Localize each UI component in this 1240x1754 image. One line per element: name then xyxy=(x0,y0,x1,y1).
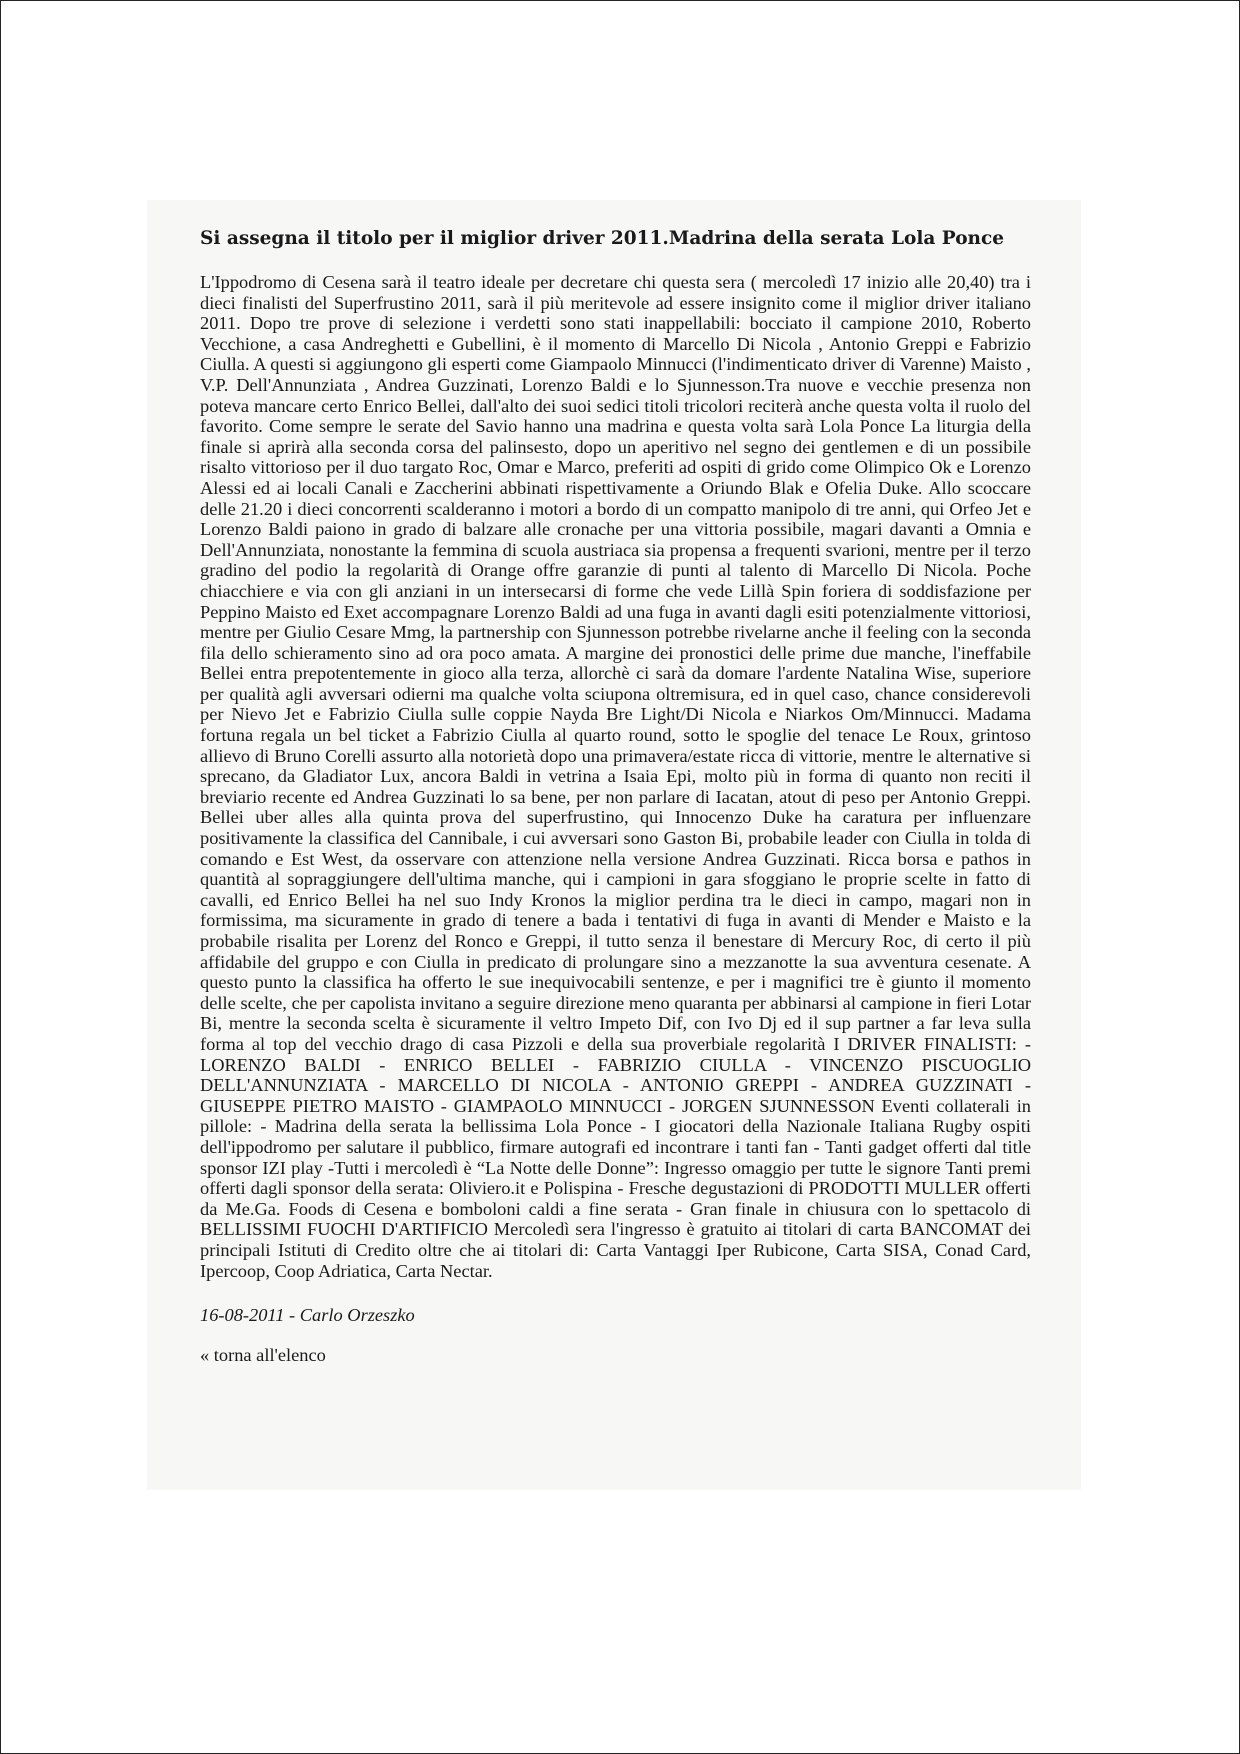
article-date-author: 16-08-2011 - Carlo Orzeszko xyxy=(200,1305,415,1326)
back-to-list-link[interactable]: « torna all'elenco xyxy=(200,1345,326,1366)
article-body: L'Ippodromo di Cesena sarà il teatro ideale per decretare chi questa sera ( mercoledì 17 inizio alle 20,40) tra i dieci finalisti del Superfrustino 2011, sarà il più meritevole ad essere insignito come il miglior driver italiano 2011. Dopo tre prove di selezione i verdetti sono stati inappellabili: bocciato il campione 2010, Roberto Vecchione, a casa Andreghetti e Gubellini, è il momento di Marcello Di Nicola , Antonio Greppi e Fabrizio Ciulla. A questi si aggiungono gli esperti come Giampaolo Minnucci (l'indimenticato driver di Varenne) Maisto , V.P. Dell'Annunziata , Andrea Guzzinati, Lorenzo Baldi e lo Sjunnesson.Tra nuove e vecchie presenza non poteva mancare certo Enrico Bellei, dall'alto dei suoi sedici titoli tricolori reciterà anche questa volta il ruolo del favorito. Come sempre le serate del Savio hanno una madrina e questa volta sarà Lola Ponce La liturgia della finale si aprirà alla seconda corsa del palinsesto, dopo un aperitivo nel segno dei gentlemen e di un possibile risalto vittorioso per il duo targato Roc, Omar e Marco, preferiti ad ospiti di grido come Olimpico Ok e Lorenzo Alessi ed ai locali Canali e Zaccherini abbinati rispettivamente a Oriundo Blak e Ofelia Duke. Allo scoccare delle 21.20 i dieci concorrenti scalderanno i motori a bordo di un compatto manipolo di tre anni, qui Orfeo Jet e Lorenzo Baldi paiono in grado di balzare alle cronache per una vittoria possibile, magari davanti a Omnia e Dell'Annunziata, nonostante la femmina di scuola austriaca sia propensa a frequenti svarioni, mentre per il terzo gradino del podio la regolarità di Orange offre garanzie di punti al talento di Marcello Di Nicola. Poche chiacchiere e via con gli anziani in un intersecarsi di forme che vede Lillà Spin foriera di soddisfazione per Peppino Maisto ed Exet accompagnare Lorenzo Baldi ad una fuga in avanti dagli esiti potenzialmente vittoriosi, mentre per Giulio Cesare Mmg, la partnership con Sjunnesson potrebbe rivelarne anche il feeling con la seconda fila dello schieramento sino ad ora poco amata. A margine dei pronostici delle prime due manche, l'ineffabile Bellei entra prepotentemente in gioco alla terza, allorchè ci sarà da domare l'ardente Natalina Wise, superiore per qualità agli avversari odierni ma qualche volta sciupona oltremisura, ed in quel caso, chance considerevoli per Nievo Jet e Fabrizio Ciulla sulle coppie Nayda Bre Light/Di Nicola e Niarkos Om/Minnucci. Madama fortuna regala un bel ticket a Fabrizio Ciulla al quarto round, sotto le spoglie del tenace Le Roux, grintoso allievo di Bruno Corelli assurto alla notorietà dopo una primavera/estate ricca di vittorie, mentre le alternative si sprecano, da Gladiator Lux, ancora Baldi in vetrina a Isaia Epi, molto più in forma di quanto non reciti il breviario recente ed Andrea Guzzinati lo sa bene, per non parlare di Iacatan, atout di peso per Antonio Greppi. Bellei uber alles alla quinta prova del superfrustino, qui Innocenzo Duke ha caratura per influenzare positivamente la classifica del Cannibale, i cui avversari sono Gaston Bi, probabile leader con Ciulla in tolda di comando e Est West, da osservare con attenzione nella versione Andrea Guzzinati. Ricca borsa e pathos in quantità al sopraggiungere dell'ultima manche, qui i campioni in gara sfoggiano le proprie scelte in fatto di cavalli, ed Enrico Bellei ha nel suo Indy Kronos la miglior perdina tra le dieci in campo, magari non in formissima, ma sicuramente in grado di tenere a bada i tentativi di fuga in avanti di Mender e Maisto e la probabile risalita per Lorenz del Ronco e Greppi, il tutto senza il benestare di Mercury Roc, di certo il più affidabile del gruppo e con Ciulla in predicato di prolungare sino a mezzanotte la sua avventura cesenate. A questo punto la classifica ha offerto le sue inequivocabili sentenze, e per i magnifici tre è giunto il momento delle scelte, che per capolista invitano a seguire direzione meno quaranta per abbinarsi al campione in fieri Lotar Bi, mentre la seconda scelta è sicuramente il veltro Impeto Dif, con Ivo Dj ed il sup partner a far leva sulla forma al top del vecchio drago di casa Pizzoli e della sua proverbiale regolarità I DRIVER FINALISTI: - LORENZO BALDI - ENRICO BELLEI - FABRIZIO CIULLA - VINCENZO PISCUOGLIO DELL'ANNUNZIATA - MARCELLO DI NICOLA - ANTONIO GREPPI - ANDREA GUZZINATI - GIUSEPPE PIETRO MAISTO - GIAMPAOLO MINNUCCI - JORGEN SJUNNESSON Eventi collaterali in pillole: - Madrina della serata la bellissima Lola Ponce - I giocatori della Nazionale Italiana Rugby ospiti dell'ippodromo per salutare il pubblico, firmare autografi ed incontrare i tanti fan - Tanti gadget offerti dal title sponsor IZI play -Tutti i mercoledì è “La Notte delle Donne”: Ingresso omaggio per tutte le signore Tanti premi offerti dagli sponsor della serata: Oliviero.it e Polispina - Fresche degustazioni di PRODOTTI MULLER offerti da Me.Ga. Foods di Cesena e bomboloni caldi a fine serata - Gran finale in chiusura con lo spettacolo di BELLISSIMI FUOCHI D'ARTIFICIO Mercoledì sera l'ingresso è gratuito ai titolari di carta BANCOMAT dei principali Istituti di Credito oltre che ai titolari di: Carta Vantaggi Iper Rubicone, Carta SISA, Conad Card, Ipercoop, Coop Adriatica, Carta Nectar. xyxy=(200,272,1031,1281)
article-title: Si assegna il titolo per il miglior driver 2011.Madrina della serata Lola Ponce xyxy=(200,228,1005,249)
scanned-article xyxy=(147,200,1081,1490)
